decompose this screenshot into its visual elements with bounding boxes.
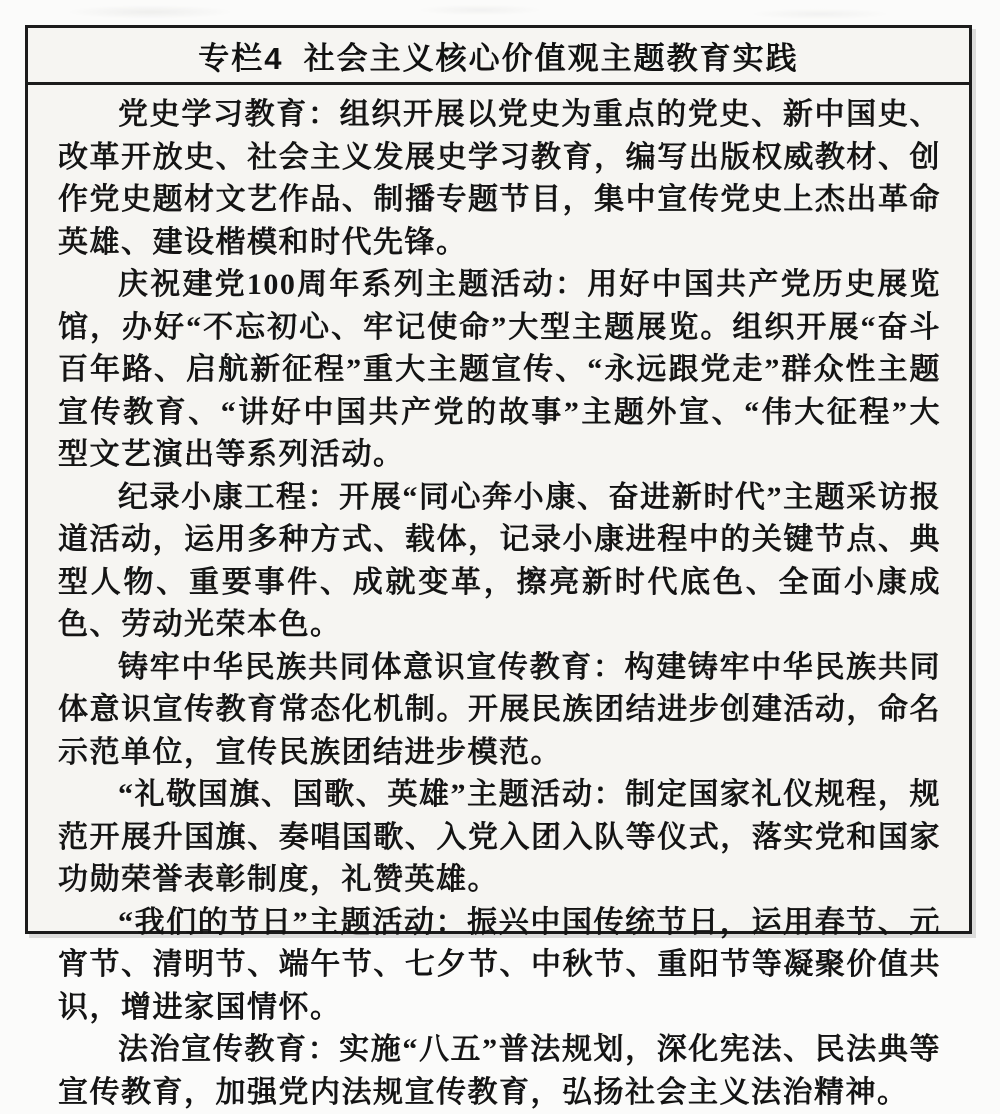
column-box	[25, 25, 972, 1109]
paragraph-xiaokang-documentary-project: 纪录小康工程：开展“同心奔小康、奋进新时代”主题采访报道活动，运用多种方式、载体，记录小康进程中的关键节点、典型人物、重要事件、成就变革，擦亮新时代底色、全面小康成色、劳动光荣本色。	[58, 480, 941, 641]
column-box-body	[28, 85, 969, 1114]
paragraph-our-festivals: “我们的节日”主题活动：振兴中国传统节日，运用春节、元宵节、清明节、端午节、七夕节、中秋节、重阳节等凝聚价值共识，增进家国情怀。	[58, 905, 941, 1024]
column-label: 专栏4	[198, 40, 284, 76]
paragraph-chinese-nation-community-awareness: 铸牢中华民族共同体意识宣传教育：构建铸牢中华民族共同体意识宣传教育常态化机制。开展民族团结进步创建活动，命名示范单位，宣传民族团结进步模范。	[58, 650, 941, 769]
paragraph-100th-anniversary-activities: 庆祝建党100周年系列主题活动：用好中国共产党历史展览馆，办好“不忘初心、牢记使命”大型主题展览。组织开展“奋斗百年路、启航新征程”重大主题宣传、“永远跟党走”群众性主题宣传教育、“讲好中国共产党的故事”主题外宣、“伟大征程”大型文艺演出等系列活动。	[58, 268, 941, 471]
column-title: 社会主义核心价值观主题教育实践	[303, 40, 799, 76]
column-box-header	[28, 28, 969, 85]
paragraph-rule-of-law-education: 法治宣传教育：实施“八五”普法规划，深化宪法、民法典等宣传教育，加强党内法规宣传教育，弘扬社会主义法治精神。	[58, 1033, 941, 1109]
paragraph-respect-flag-anthem-heroes: “礼敬国旗、国歌、英雄”主题活动：制定国家礼仪规程，规范开展升国旗、奏唱国歌、入党入团入队等仪式，落实党和国家功勋荣誉表彰制度，礼赞英雄。	[58, 778, 941, 896]
paragraph-party-history-education: 党史学习教育：组织开展以党史为重点的党史、新中国史、改革开放史、社会主义发展史学习教育，编写出版权威教材、创作党史题材文艺作品、制播专题节目，集中宣传党史上杰出革命英雄、建设楷模和时代先锋。	[58, 98, 941, 259]
